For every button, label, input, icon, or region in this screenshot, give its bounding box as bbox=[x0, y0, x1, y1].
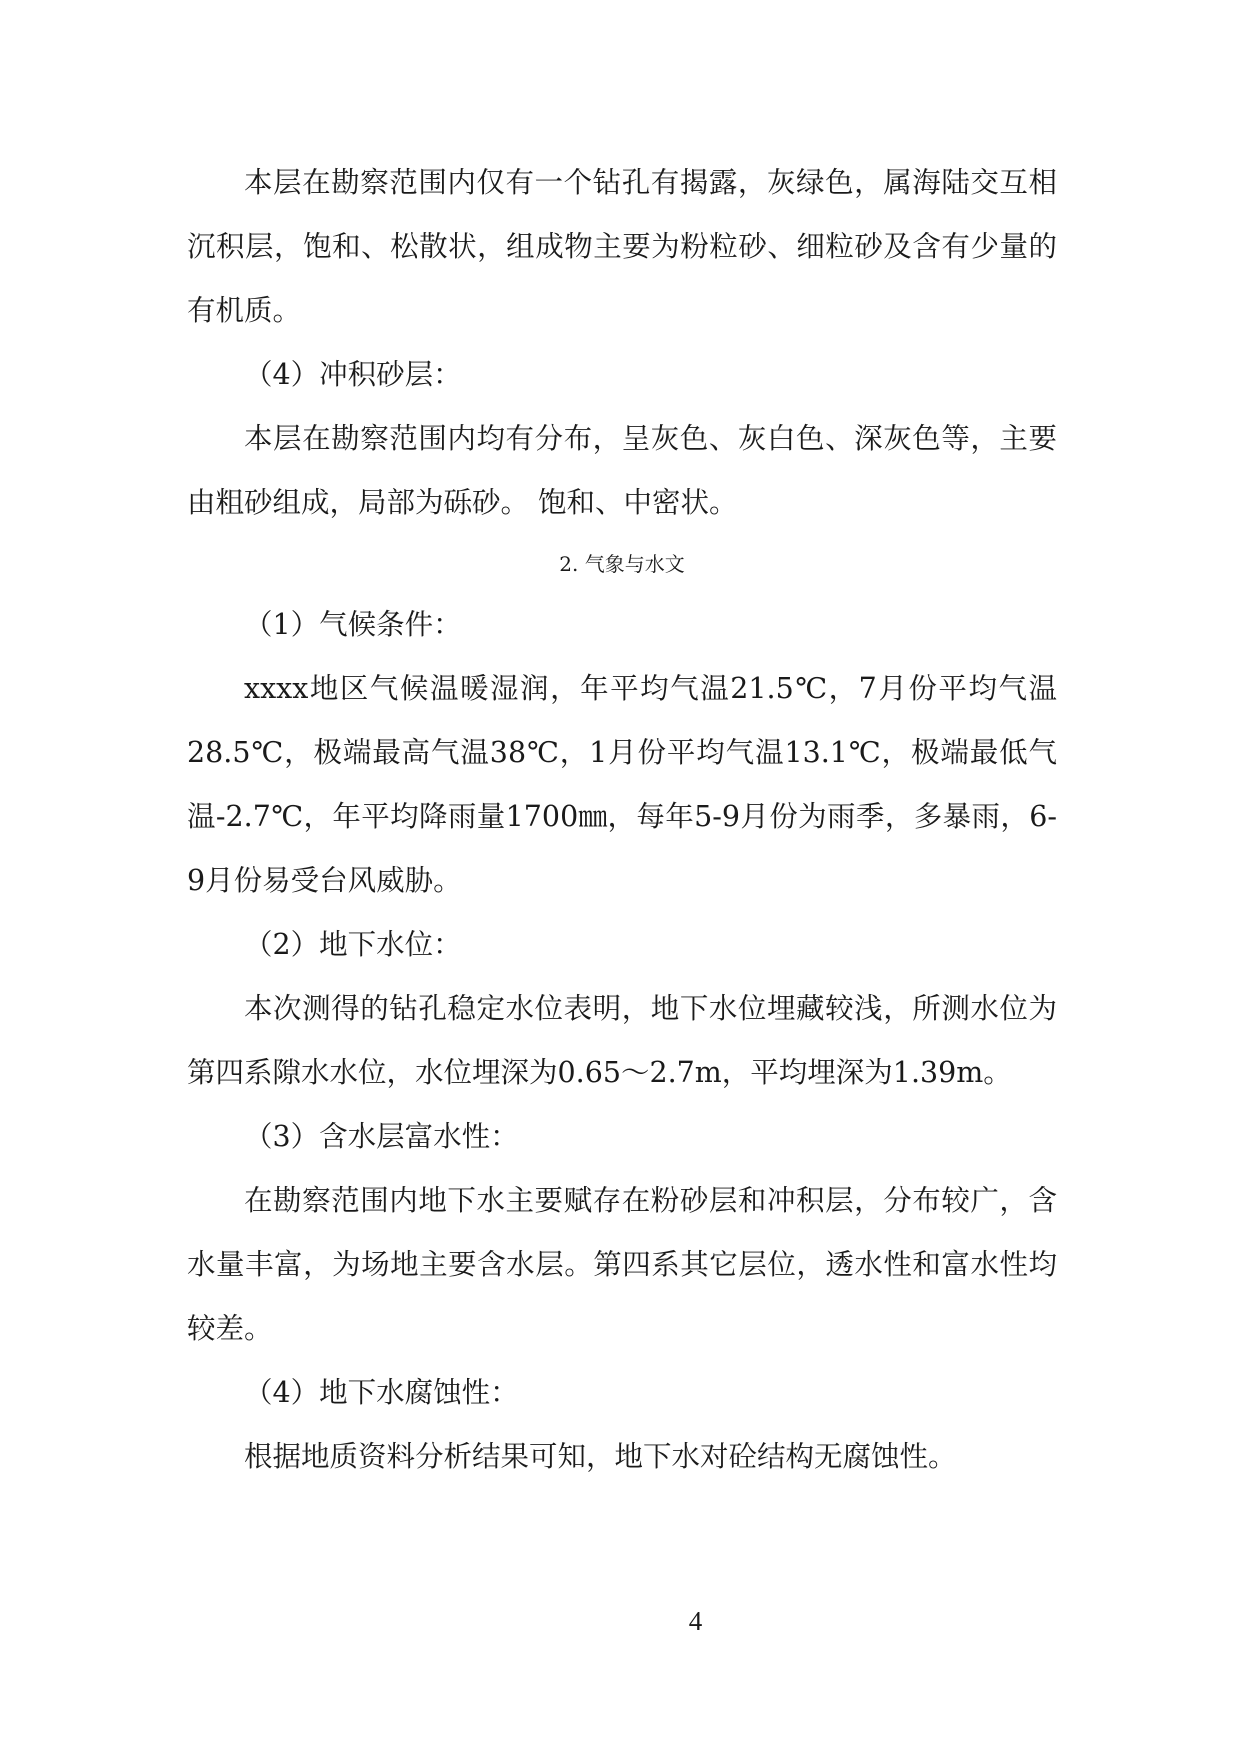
page-number: 4 bbox=[688, 1606, 703, 1636]
heading-aquifer-water-richness: （3）含水层富水性： bbox=[244, 1120, 519, 1153]
heading-groundwater-corrosivity: （4）地下水腐蚀性： bbox=[244, 1376, 519, 1409]
paragraph-groundwater-corrosivity: 根据地质资料分析结果可知，地下水对砼结构无腐蚀性。 bbox=[244, 1440, 957, 1473]
paragraph-groundwater-level: 本次测得的钻孔稳定水位表明，地下水位埋藏较浅，所测水位为第四系隙水水位，水位埋深为0.65～2.7m，平均埋深为1.39m。 bbox=[187, 992, 1057, 1089]
paragraph-aquifer-water-richness: 在勘察范围内地下水主要赋存在粉砂层和冲积层，分布较广，含水量丰富，为场地主要含水层。第四系其它层位，透水性和富水性均较差。 bbox=[187, 1184, 1057, 1345]
paragraph-alluvial-sand-layer: 本层在勘察范围内均有分布，呈灰色、灰白色、深灰色等，主要由粗砂组成，局部为砾砂。 饱和、中密状。 bbox=[187, 422, 1057, 519]
heading-groundwater-level: （2）地下水位： bbox=[244, 928, 462, 961]
paragraph-marine-continental-layer: 本层在勘察范围内仅有一个钻孔有揭露，灰绿色，属海陆交互相沉积层，饱和、松散状，组成物主要为粉粒砂、细粒砂及含有少量的有机质。 bbox=[187, 166, 1057, 327]
heading-climate-conditions: （1）气候条件： bbox=[244, 608, 462, 641]
section-title-meteorology-hydrology: 2. 气象与水文 bbox=[559, 552, 685, 576]
document-body bbox=[187, 151, 1057, 1489]
heading-alluvial-sand-layer: （4）冲积砂层： bbox=[244, 358, 462, 391]
paragraph-climate-conditions: xxxx地区气候温暖湿润，年平均气温21.5℃，7月份平均气温28.5℃，极端最高气温38℃，1月份平均气温13.1℃，极端最低气温-2.7℃，年平均降雨量1700㎜，每年5-9月份为雨季，多暴雨，6-9月份易受台风威胁。 bbox=[187, 672, 1057, 897]
